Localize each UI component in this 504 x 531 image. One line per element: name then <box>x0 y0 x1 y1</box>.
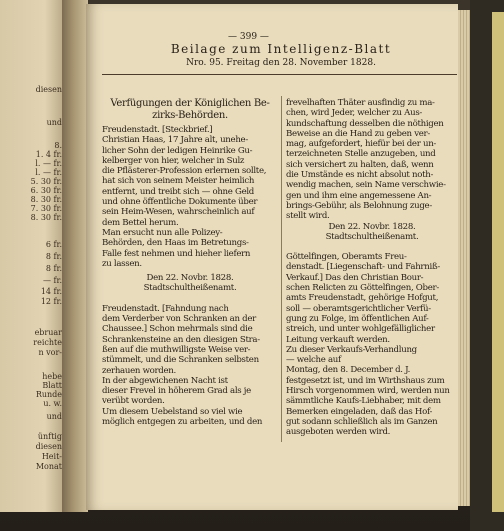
left-page-fragment: Heit- <box>41 452 62 461</box>
text-line: Chaussee.] Schon mehrmals sind die <box>102 324 253 335</box>
left-page-fragment: diesen <box>35 85 62 94</box>
text-line: gung zu Folge, im öffentlichen Auf- <box>286 313 429 324</box>
text-line: denstadt. [Liegenschaft- und Fahrniß- <box>286 262 440 273</box>
text-line: stellt wird. <box>286 211 330 222</box>
page-number: — 399 — <box>228 32 269 42</box>
left-page-fragment: diesen <box>35 442 62 451</box>
text-line: licher Sohn der ledigen Heinrike Gu- <box>102 145 253 156</box>
text-line: Göttelfingen, Oberamts Freu- <box>286 252 407 263</box>
text-line: zu lassen. <box>102 258 142 269</box>
header-rule <box>102 74 457 75</box>
yellow-bookmark-strip <box>492 12 504 512</box>
left-page-fragment: reichte <box>33 338 62 347</box>
text-line: frevelhaften Thäter ausfindig zu ma- <box>286 98 435 108</box>
text-line: Um diesem Uebelstand so viel wie <box>102 406 243 417</box>
left-page-fragment: und <box>46 118 62 127</box>
wanted-notice <box>102 125 278 269</box>
text-line: stümmelt, und die Schranken selbsten <box>102 355 259 366</box>
text-line: Freudenstadt. [Fahndung nach <box>102 303 229 314</box>
left-page-fragment: Monat <box>35 462 62 471</box>
left-page-fragment: und <box>46 412 62 421</box>
left-page-fragment: 5. 30 fr. <box>30 177 62 186</box>
text-line: dem Bettel herum. <box>102 217 179 228</box>
barrier-notice <box>102 304 278 428</box>
column-divider <box>281 96 282 442</box>
text-line: Beweise an die Hand zu geben ver- <box>286 128 430 139</box>
left-page-fragment: u. w. <box>43 399 62 408</box>
left-page <box>0 0 64 512</box>
left-page-fragment: l. — fr. <box>35 159 62 168</box>
left-page-fragment: 8. 30 fr. <box>30 213 62 222</box>
left-page-fragment: ünftig <box>37 432 62 441</box>
text-line: Schrankensteine an den diesigen Stra- <box>102 334 260 345</box>
barrier-notice-continued <box>286 98 458 222</box>
left-page-fragment: 8. 30 fr. <box>30 195 62 204</box>
sale-notice <box>286 252 458 437</box>
text-line: Montag, den 8. December d. J. <box>286 365 411 376</box>
left-page-fragment: 6. 30 fr. <box>30 186 62 195</box>
left-page-fragment: 8. <box>54 141 62 150</box>
text-line: amts Freudenstadt, gehörige Hofgut, <box>286 293 439 304</box>
page-edges <box>458 10 470 506</box>
text-line: Leitung verkauft werden. <box>286 334 390 345</box>
text-line: und ohne öffentliche Dokumente über <box>102 197 258 208</box>
text-line: Falle fest nehmen und hieher liefern <box>102 248 251 259</box>
text-line: soll — oberamtsgerichtlicher Verfü- <box>286 303 431 314</box>
left-page-fragment: n vor- <box>38 348 62 357</box>
text-line: In der abgewichenen Nacht ist <box>102 375 228 386</box>
left-page-fragment: Runde <box>35 390 62 399</box>
text-line: sämmtliche Kaufs-Liebhaber, mit dem <box>286 396 441 407</box>
text-line: Verkauf.] Das den Christian Bour- <box>286 272 424 283</box>
text-line: Zu dieser Verkaufs-Verhandlung <box>286 344 417 355</box>
text-line: sein Heim-Wesen, wahrscheinlich auf <box>102 207 255 218</box>
left-page-fragment: 7. 30 fr. <box>30 204 62 213</box>
text-line: dieser Frevel in höherem Grad als je <box>102 386 251 397</box>
text-line: wendig machen, sein Name verschwie- <box>286 180 446 191</box>
text-line: — welche auf <box>286 355 341 366</box>
heading-line: Verfügungen der Königlichen Be- <box>110 98 270 109</box>
text-line: gen und ihm eine angemessene An- <box>286 190 432 201</box>
notice-signature: Stadtschultheißenamt. <box>143 283 237 294</box>
text-line: Hirsch vorgenommen wird, werden nun <box>286 386 450 397</box>
left-page-fragment: 1. 4 fr. <box>35 150 62 159</box>
page-title: Beilage zum Intelligenz-Blatt <box>170 42 392 56</box>
text-line: mag, aufgefordert, hiefür bei der un- <box>286 139 437 150</box>
text-line: zerhauen worden. <box>102 365 176 376</box>
text-line: Man ersucht nun alle Polizey- <box>102 227 223 238</box>
text-line: die Pflästerer-Profession erlernen sollte, <box>102 166 267 177</box>
notice-date: Den 22. Novbr. 1828. <box>328 221 416 232</box>
left-page-fragment: 14 fr. <box>40 287 62 296</box>
text-line: entfernt, und treibt sich — ohne Geld <box>102 186 255 197</box>
notice-date: Den 22. Novbr. 1828. <box>146 273 234 284</box>
left-page-fragment: 6 fr. <box>45 240 62 249</box>
text-line: gut sodann schließlich als im Ganzen <box>286 416 438 427</box>
text-line: Behörden, den Haas im Betretungs- <box>102 238 249 249</box>
heading-line: zirks-Behörden. <box>152 110 228 121</box>
book-gutter <box>62 0 88 512</box>
left-page-fragment: hebe <box>42 372 62 381</box>
left-page-fragment: 12 fr. <box>40 297 62 306</box>
issue-line: Nro. 95. Freitag den 28. November 1828. <box>186 58 376 68</box>
text-line: möglich entgegen zu arbeiten, und den <box>102 417 263 428</box>
notice-signature: Stadtschultheißenamt. <box>325 231 419 242</box>
text-line: festgesetzt ist, und im Wirthshaus zum <box>286 375 445 386</box>
text-line: sich versichert zu halten, daß, wenn <box>286 159 434 170</box>
text-line: streich, und unter wohlgefälliglicher <box>286 324 435 335</box>
text-line: hat sich von seinem Meister heimlich <box>102 176 255 187</box>
text-line: ßen auf die muthwilligste Weise ver- <box>102 344 251 355</box>
text-line: Freudenstadt. [Steckbrief.] <box>102 125 213 135</box>
text-line: Christian Haas, 17 Jahre alt, unehe- <box>102 135 248 146</box>
text-line: brings-Gebühr, als Belohnung zuge- <box>286 200 432 211</box>
left-page-fragment: ebruar <box>34 328 62 337</box>
left-page-fragment: Blatt <box>42 381 62 390</box>
section-heading <box>102 98 278 122</box>
left-page-fragment: l. — fr. <box>35 168 62 177</box>
text-line: ausgeboten werden wird. <box>286 427 391 438</box>
left-page-fragment: 8 fr. <box>45 252 62 261</box>
text-line: kundschaftung desselben die nöthigen <box>286 118 444 129</box>
text-line: dem Verderber von Schranken an der <box>102 314 256 325</box>
text-line: kelberger von hier, welcher in Sulz <box>102 155 245 166</box>
text-line: terzeichneten Stelle anzugeben, und <box>286 149 436 160</box>
text-line: die Umstände es nicht absolut noth- <box>286 170 434 181</box>
right-column <box>286 98 458 438</box>
text-line: Bemerken eingeladen, daß das Hof- <box>286 406 433 417</box>
left-page-fragment: 8 fr. <box>45 264 62 273</box>
text-line: schen Relicten zu Göttelfingen, Ober- <box>286 283 439 294</box>
left-page-fragment: — fr. <box>43 276 62 285</box>
left-column <box>102 98 278 427</box>
text-line: verübt worden. <box>102 396 165 407</box>
text-line: chen, wird Jeder, welcher zu Aus- <box>286 108 423 119</box>
